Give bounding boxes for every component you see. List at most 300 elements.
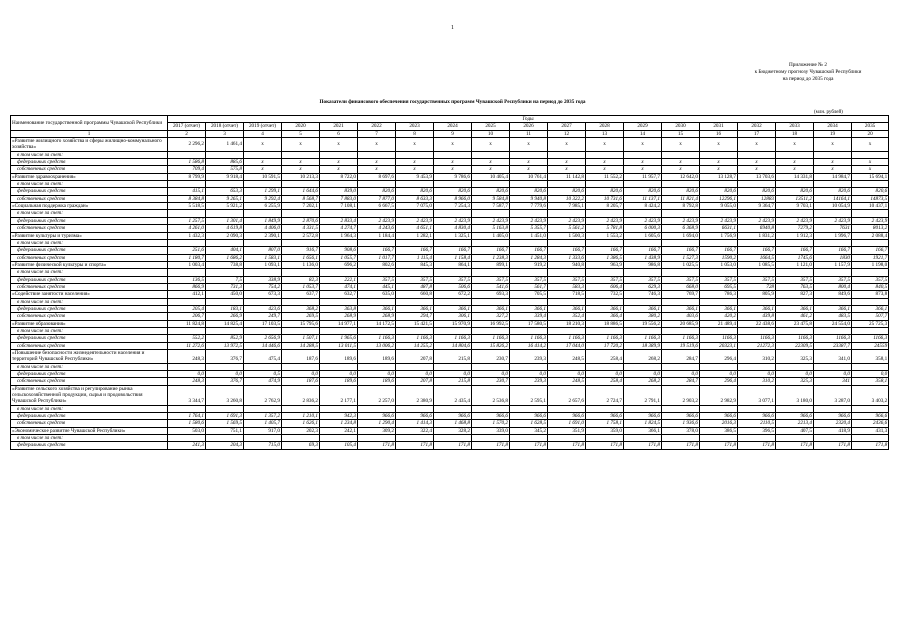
value-cell: 705,5 <box>510 291 548 298</box>
empty-cell <box>320 298 358 305</box>
empty-cell <box>396 327 434 334</box>
value-cell: 637,7 <box>282 291 320 298</box>
value-cell: 10 731,6 <box>586 195 624 202</box>
value-cell: 820,6 <box>776 188 814 195</box>
empty-cell <box>282 269 320 276</box>
empty-cell <box>776 210 814 217</box>
value-cell: 10 054,9 <box>814 203 852 210</box>
value-cell: 963,9 <box>586 261 624 268</box>
value-cell: 653,3 <box>206 188 244 195</box>
value-cell: 6 368,9 <box>662 225 700 232</box>
value-cell: 541,6 <box>472 283 510 290</box>
empty-cell <box>358 181 396 188</box>
value-cell: 325,3 <box>776 378 814 385</box>
row-note-label: в том числе за счет: <box>11 269 168 276</box>
empty-cell <box>662 239 700 246</box>
empty-cell <box>244 405 282 412</box>
value-cell: 17 580,5 <box>510 320 548 327</box>
value-cell: 668,0 <box>662 283 700 290</box>
value-cell: 366,1 <box>510 305 548 312</box>
value-cell: 309,2 <box>358 427 396 434</box>
value-cell: 7279,2 <box>776 225 814 232</box>
value-cell: 2 257,0 <box>358 385 396 405</box>
value-cell: 2 870,6 <box>282 217 320 224</box>
empty-cell <box>510 269 548 276</box>
empty-cell <box>206 151 244 158</box>
empty-cell <box>168 239 206 246</box>
empty-cell <box>586 210 624 217</box>
row-note-label: в том числе за счет: <box>11 298 168 305</box>
empty-cell <box>168 210 206 217</box>
value-cell: 357,5 <box>700 276 738 283</box>
value-cell: 166,7 <box>548 247 586 254</box>
empty-cell <box>662 210 700 217</box>
empty-cell <box>434 151 472 158</box>
value-cell: 966,6 <box>434 413 472 420</box>
empty-cell <box>510 435 548 442</box>
value-cell: 0,0 <box>282 371 320 378</box>
empty-cell <box>586 269 624 276</box>
value-cell: 215,8 <box>434 350 472 364</box>
value-cell: 171,8 <box>738 442 776 449</box>
empty-cell <box>738 151 776 158</box>
value-cell: 23 475,8 <box>776 320 814 327</box>
value-cell: 506,6 <box>434 283 472 290</box>
empty-cell <box>624 405 662 412</box>
empty-cell <box>852 269 889 276</box>
value-cell: 0,0 <box>320 371 358 378</box>
row-program-label: «Развитие культуры и туризма» <box>11 232 168 239</box>
header-year-cell: 2034 <box>814 123 852 130</box>
value-cell: 322,4 <box>396 427 434 434</box>
value-cell: x <box>396 166 434 173</box>
value-cell: 366,1 <box>776 305 814 312</box>
empty-cell <box>396 239 434 246</box>
value-cell: 310,2 <box>738 378 776 385</box>
empty-cell <box>320 405 358 412</box>
empty-cell <box>852 363 889 370</box>
value-cell: 1 166,3 <box>472 335 510 342</box>
empty-cell <box>586 151 624 158</box>
value-cell: 0,0 <box>852 371 889 378</box>
value-cell: 917,0 <box>244 427 282 434</box>
column-number-cell: 1 <box>11 130 168 137</box>
empty-cell <box>700 405 738 412</box>
empty-cell <box>434 210 472 217</box>
value-cell: 166,7 <box>472 247 510 254</box>
value-cell: x <box>548 166 586 173</box>
empty-cell <box>168 405 206 412</box>
page-number: 1 <box>451 25 454 31</box>
appendix-line: на период до 2035 года <box>782 76 834 83</box>
empty-cell <box>206 210 244 217</box>
empty-cell <box>662 151 700 158</box>
header-year-cell: 2024 <box>434 123 472 130</box>
value-cell: x <box>738 138 776 152</box>
value-cell: 820,6 <box>662 188 700 195</box>
value-cell: 0,0 <box>206 371 244 378</box>
value-cell: 366,1 <box>548 305 586 312</box>
value-cell: 339,0 <box>472 427 510 434</box>
value-cell: 7 883,0 <box>320 195 358 202</box>
value-cell: 1 405,0 <box>472 232 510 239</box>
empty-cell <box>244 327 282 334</box>
value-cell: 2 982,9 <box>700 385 738 405</box>
value-cell: 1 849,9 <box>244 217 282 224</box>
row-note-label: в том числе за счет: <box>11 327 168 334</box>
value-cell: 1 996,7 <box>814 232 852 239</box>
table-row <box>11 378 889 385</box>
value-cell: 18 389,9 <box>624 342 662 349</box>
empty-cell <box>586 405 624 412</box>
value-cell: 268,2 <box>624 378 662 385</box>
value-cell: 908,6 <box>320 247 358 254</box>
value-cell: 738,8 <box>206 261 244 268</box>
empty-cell <box>852 239 889 246</box>
empty-cell <box>624 269 662 276</box>
value-cell: 378,0 <box>662 427 700 434</box>
value-cell: 18 886,5 <box>586 320 624 327</box>
empty-cell <box>168 327 206 334</box>
value-cell: 2 380,9 <box>396 385 434 405</box>
value-cell: 248,5 <box>548 378 586 385</box>
empty-cell <box>776 239 814 246</box>
value-cell: 1 586,8 <box>168 159 206 166</box>
value-cell: x <box>852 159 889 166</box>
value-cell: 296,4 <box>700 378 738 385</box>
value-cell: 732,5 <box>586 291 624 298</box>
empty-cell <box>434 269 472 276</box>
empty-cell <box>586 435 624 442</box>
value-cell: 338,9 <box>244 276 282 283</box>
value-cell: 1 758,1 <box>586 420 624 427</box>
value-cell: 2 423,9 <box>396 217 434 224</box>
column-number-cell: 6 <box>320 130 358 137</box>
column-number-cell: 13 <box>586 130 624 137</box>
value-cell: x <box>282 166 320 173</box>
value-cell: 1 121,0 <box>776 261 814 268</box>
value-cell: 746,3 <box>624 291 662 298</box>
value-cell: 415,1 <box>168 188 206 195</box>
empty-cell <box>776 435 814 442</box>
value-cell: 3 287,0 <box>814 385 852 405</box>
empty-cell <box>396 181 434 188</box>
empty-cell <box>358 298 396 305</box>
value-cell: 1 166,3 <box>586 335 624 342</box>
empty-cell <box>662 435 700 442</box>
value-cell: 1 553,2 <box>586 232 624 239</box>
value-cell: 11 137,1 <box>624 195 662 202</box>
value-cell: 14 288,5 <box>282 342 320 349</box>
value-cell: 503,0 <box>168 427 206 434</box>
value-cell: x <box>510 159 548 166</box>
value-cell: x <box>434 138 472 152</box>
row-source-label: федеральных средств <box>11 247 168 254</box>
table-row <box>11 195 889 202</box>
empty-cell <box>624 210 662 217</box>
empty-cell <box>472 405 510 412</box>
value-cell: 294,7 <box>396 313 434 320</box>
value-cell: 802,6 <box>358 261 396 268</box>
row-program-label: «Развитие физической культуры и спорта» <box>11 261 168 268</box>
empty-cell <box>206 269 244 276</box>
value-cell: 10 761,4 <box>510 173 548 180</box>
value-cell: 2 724,7 <box>586 385 624 405</box>
empty-cell <box>548 239 586 246</box>
value-cell: 940,8 <box>548 261 586 268</box>
value-cell: 1 569,5 <box>206 420 244 427</box>
row-program-label: «Социальная поддержка граждан» <box>11 203 168 210</box>
value-cell: 4 243,6 <box>358 225 396 232</box>
value-cell: 718,5 <box>548 291 586 298</box>
header-column-numbers <box>11 130 889 137</box>
value-cell: 1 605,6 <box>624 232 662 239</box>
value-cell: 450,0 <box>206 291 244 298</box>
value-cell: 2 423,9 <box>510 217 548 224</box>
value-cell: 204,3 <box>206 442 244 449</box>
value-cell: 1 527,3 <box>662 254 700 261</box>
value-cell: 171,8 <box>358 442 396 449</box>
table-row <box>11 305 889 312</box>
value-cell: 9 055,0 <box>700 203 738 210</box>
value-cell: 1 756,9 <box>700 232 738 239</box>
value-cell: 1 831,2 <box>738 232 776 239</box>
row-note-label: в том числе за счет: <box>11 363 168 370</box>
value-cell: 3 077,1 <box>738 385 776 405</box>
column-number-cell: 8 <box>396 130 434 137</box>
value-cell: 171,8 <box>776 442 814 449</box>
column-number-cell: 15 <box>662 130 700 137</box>
value-cell: 366,1 <box>662 305 700 312</box>
value-cell: 0,0 <box>548 371 586 378</box>
value-cell: 22309,5 <box>776 342 814 349</box>
value-cell: 14 804,6 <box>434 342 472 349</box>
table-row <box>11 247 889 254</box>
appendix-line: Приложение № 2 <box>789 62 827 68</box>
value-cell: 207,8 <box>396 378 434 385</box>
column-number-cell: 14 <box>624 130 662 137</box>
appendix-note <box>752 62 864 84</box>
value-cell: x <box>814 166 852 173</box>
value-cell: x <box>282 159 320 166</box>
empty-cell <box>776 151 814 158</box>
value-cell: x <box>244 138 282 152</box>
value-cell: 845,3 <box>396 261 434 268</box>
empty-cell <box>282 210 320 217</box>
value-cell: 412,1 <box>168 291 206 298</box>
value-cell: 754,2 <box>244 283 282 290</box>
value-cell: 2 656,9 <box>244 335 282 342</box>
value-cell: 2 833,4 <box>320 217 358 224</box>
empty-cell <box>738 298 776 305</box>
value-cell: 840,5 <box>852 283 889 290</box>
value-cell: 5 355,7 <box>510 225 548 232</box>
empty-cell <box>662 363 700 370</box>
value-cell: 966,6 <box>396 413 434 420</box>
value-cell: 248,3 <box>168 350 206 364</box>
value-cell: 583,3 <box>548 283 586 290</box>
value-cell: 19 556,2 <box>624 320 662 327</box>
row-program-label: «Развитие сельского хозяйства и регулирование рынка сельскохозяйственной продукции, сырья и продовольствия Чувашской Республики» <box>11 385 168 405</box>
value-cell: 366,1 <box>852 305 889 312</box>
value-cell: 248,5 <box>548 350 586 364</box>
value-cell: 966,6 <box>700 413 738 420</box>
row-source-label: федеральных средств <box>11 442 168 449</box>
value-cell: 249,7 <box>244 313 282 320</box>
value-cell: 2 572,8 <box>282 232 320 239</box>
value-cell: 13 703,6 <box>738 173 776 180</box>
value-cell: 207,8 <box>396 350 434 364</box>
value-cell: 0,0 <box>776 371 814 378</box>
table-row <box>11 371 889 378</box>
table-row <box>11 427 889 434</box>
value-cell: 695,5 <box>700 283 738 290</box>
value-cell: 1 325,1 <box>434 232 472 239</box>
table-row <box>11 405 889 412</box>
value-cell: 420,2 <box>700 313 738 320</box>
table-header <box>11 116 889 138</box>
value-cell: 171,8 <box>472 442 510 449</box>
value-cell: 8 697,6 <box>358 173 396 180</box>
header-years: Годы <box>168 116 889 123</box>
table-row <box>11 232 889 239</box>
value-cell: 0,0 <box>510 371 548 378</box>
value-cell: 268,2 <box>624 350 662 364</box>
value-cell: 296,4 <box>700 350 738 364</box>
value-cell: 11 272,6 <box>168 342 206 349</box>
empty-cell <box>586 239 624 246</box>
empty-cell <box>700 181 738 188</box>
empty-cell <box>320 239 358 246</box>
empty-cell <box>472 269 510 276</box>
table-row <box>11 442 889 449</box>
value-cell: 606,4 <box>586 283 624 290</box>
column-number-cell: 20 <box>852 130 889 137</box>
value-cell: 357,5 <box>548 276 586 283</box>
value-cell: 8 966,0 <box>434 195 472 202</box>
value-cell: 7 877,0 <box>358 195 396 202</box>
value-cell: 1166,3 <box>738 335 776 342</box>
value-cell: 966,6 <box>776 413 814 420</box>
value-cell: x <box>472 166 510 173</box>
value-cell: 339,4 <box>510 313 548 320</box>
value-cell: 10 591,5 <box>244 173 282 180</box>
value-cell: 5 163,8 <box>472 225 510 232</box>
value-cell: 673,3 <box>244 291 282 298</box>
value-cell: 0,0 <box>472 371 510 378</box>
empty-cell <box>700 151 738 158</box>
value-cell: 873,8 <box>852 291 889 298</box>
value-cell: 1 198,0 <box>852 261 889 268</box>
value-cell: 0,0 <box>168 371 206 378</box>
value-cell: 8 568,7 <box>282 195 320 202</box>
value-cell: 1 451,0 <box>510 232 548 239</box>
value-cell: 357,5 <box>586 276 624 283</box>
empty-cell <box>206 363 244 370</box>
value-cell: 1 301,4 <box>206 217 244 224</box>
value-cell: 0,0 <box>814 371 852 378</box>
empty-cell <box>624 327 662 334</box>
value-cell: 1 166,3 <box>396 335 434 342</box>
value-cell: 2 390,1 <box>244 232 282 239</box>
value-cell: x <box>320 138 358 152</box>
empty-cell <box>282 239 320 246</box>
value-cell: 171,8 <box>624 442 662 449</box>
empty-cell <box>852 405 889 412</box>
value-cell: 1 157,9 <box>814 261 852 268</box>
empty-cell <box>776 181 814 188</box>
row-note-label: в том числе за счет: <box>11 210 168 217</box>
value-cell: 12296,1 <box>700 195 738 202</box>
value-cell: 166,7 <box>814 247 852 254</box>
row-source-label: федеральных средств <box>11 305 168 312</box>
value-cell: x <box>244 166 282 173</box>
value-cell: 13 972,5 <box>206 342 244 349</box>
value-cell: 1 507,1 <box>282 335 320 342</box>
value-cell: 919,2 <box>510 261 548 268</box>
value-cell: 4 406,0 <box>244 225 282 232</box>
empty-cell <box>738 405 776 412</box>
empty-cell <box>548 298 586 305</box>
value-cell: 942,3 <box>320 413 358 420</box>
empty-cell <box>738 435 776 442</box>
value-cell: 2320,4 <box>814 420 852 427</box>
empty-cell <box>738 269 776 276</box>
value-cell: 769,7 <box>662 291 700 298</box>
value-cell: 1 166,3 <box>358 335 396 342</box>
value-cell: 9 265,1 <box>206 195 244 202</box>
value-cell: 1 694,0 <box>662 232 700 239</box>
value-cell: 366,1 <box>396 305 434 312</box>
value-cell: 1 053,7 <box>282 283 320 290</box>
value-cell: 1 257,5 <box>168 217 206 224</box>
value-cell: 635,0 <box>358 291 396 298</box>
empty-cell <box>282 435 320 442</box>
value-cell: 13 128,7 <box>700 173 738 180</box>
value-cell: 864,1 <box>434 261 472 268</box>
value-cell: 474,1 <box>320 283 358 290</box>
value-cell: 866,9 <box>168 283 206 290</box>
value-cell: 269,5 <box>282 313 320 320</box>
table-row <box>11 166 889 173</box>
value-cell: 206,7 <box>168 313 206 320</box>
value-cell: x <box>396 138 434 152</box>
value-cell: x <box>396 159 434 166</box>
row-note-label: в том числе за счет: <box>11 405 168 412</box>
table-row <box>11 269 889 276</box>
value-cell: 2 423,9 <box>814 217 852 224</box>
value-cell: 215,8 <box>434 378 472 385</box>
empty-cell <box>282 363 320 370</box>
value-cell: 1 461,4 <box>206 138 244 152</box>
value-cell: 3 180,0 <box>776 385 814 405</box>
value-cell: 15 795,6 <box>282 320 320 327</box>
value-cell: 899,1 <box>472 261 510 268</box>
header-year-cell: 2022 <box>358 123 396 130</box>
value-cell: x <box>472 138 510 152</box>
value-cell: 166,7 <box>624 247 662 254</box>
empty-cell <box>776 327 814 334</box>
value-cell: 820,6 <box>624 188 662 195</box>
value-cell: 18 210,3 <box>548 320 586 327</box>
value-cell: 1 166,3 <box>548 335 586 342</box>
value-cell: 1 912,3 <box>776 232 814 239</box>
value-cell: 16 414,2 <box>510 342 548 349</box>
value-cell: 16 992,5 <box>472 320 510 327</box>
header-year-cell: 2027 <box>548 123 586 130</box>
value-cell: 7 108,1 <box>320 203 358 210</box>
empty-cell <box>738 239 776 246</box>
